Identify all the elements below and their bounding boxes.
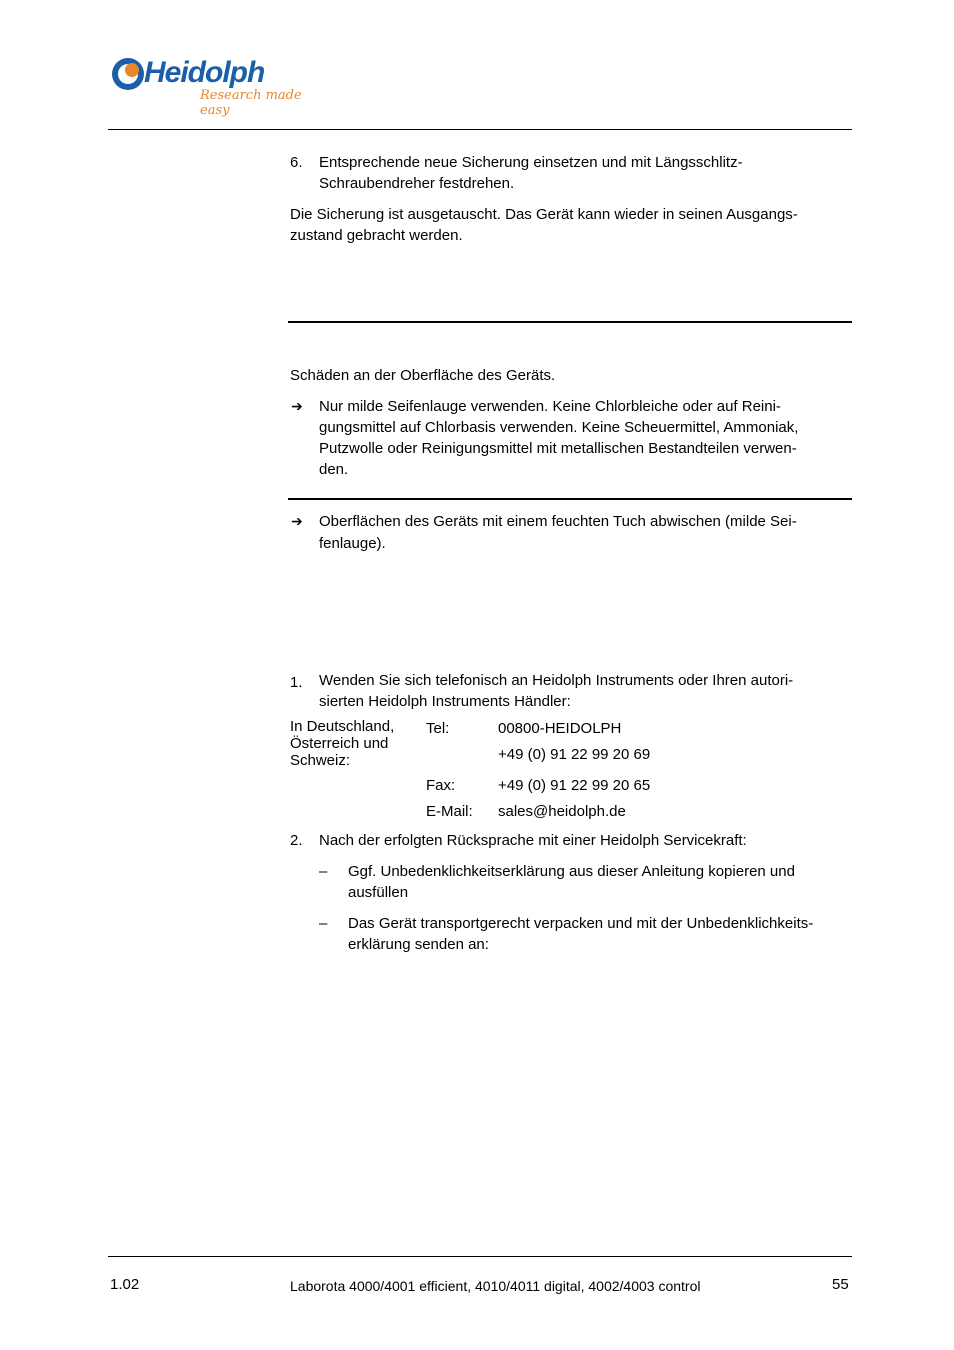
caution-bullet-line: den. <box>319 461 349 478</box>
step-number: 6. <box>290 154 303 171</box>
contact-region-line: Schweiz: <box>290 752 351 769</box>
header-rule <box>108 129 852 130</box>
substep-text-line: ausfüllen <box>348 884 409 901</box>
tel-label: Tel: <box>426 720 450 737</box>
fax-value: +49 (0) 91 22 99 20 65 <box>498 777 651 794</box>
substep-text-line: erklärung senden an: <box>348 936 489 953</box>
caution-bullet-line: gungsmittel auf Chlorbasis verwenden. Keine Scheuermittel, Ammoniak, <box>319 419 799 436</box>
logo-tagline: Research made easy <box>200 88 302 118</box>
arrow-right-icon: ➔ <box>291 513 303 529</box>
contact-region-line: In Deutschland, <box>290 718 395 735</box>
dash-bullet: – <box>319 915 328 932</box>
cleaning-bullet-line: Oberflächen des Geräts mit einem feuchten Tuch abwischen (milde Sei- <box>319 513 797 530</box>
caution-bullet-line: Nur milde Seifenlauge verwenden. Keine Chlorbleiche oder auf Reini- <box>319 398 781 415</box>
step-text-line: Wenden Sie sich telefonisch an Heidolph Instruments oder Ihren autori- <box>319 672 794 689</box>
caution-bottom-rule <box>288 498 852 500</box>
email-label: E-Mail: <box>426 803 473 820</box>
fax-label: Fax: <box>426 777 456 794</box>
contact-region-line: Österreich und <box>290 735 389 752</box>
caution-top-rule <box>288 321 852 323</box>
substep-text-line: Ggf. Unbedenklichkeitserklärung aus dieser Anleitung kopieren und <box>348 863 795 880</box>
footer-version: 1.02 <box>110 1276 140 1293</box>
logo <box>108 50 328 118</box>
tel-value[interactable]: +49 (0) 91 22 99 20 69 <box>498 746 651 763</box>
cleaning-bullet-line: fenlauge). <box>319 535 386 552</box>
logo-word: Heidolph <box>144 56 265 89</box>
substep-text-line: Das Gerät transportgerecht verpacken und mit der Unbedenklichkeits- <box>348 915 814 932</box>
caution-bullet-line: Putzwolle oder Reinigungsmittel mit metallischen Bestandteilen verwen- <box>319 440 797 457</box>
result-text-line: Die Sicherung ist ausgetauscht. Das Gerät kann wieder in seinen Ausgangs- <box>290 206 798 223</box>
caution-intro: Schäden an der Oberfläche des Geräts. <box>290 367 556 384</box>
step-text-line: Entsprechende neue Sicherung einsetzen und mit Längsschlitz- <box>319 154 743 171</box>
step-number: 2. <box>290 832 303 849</box>
step-text-line: Schraubendreher festdrehen. <box>319 175 515 192</box>
result-text-line: zustand gebracht werden. <box>290 227 463 244</box>
dash-bullet: – <box>319 863 328 880</box>
step-number: 1. <box>290 674 303 691</box>
step-text-line: sierten Heidolph Instruments Händler: <box>319 693 571 710</box>
footer-page-number: 55 <box>832 1276 849 1293</box>
footer-product: Laborota 4000/4001 efficient, 4010/4011 digital, 4002/4003 control <box>290 1278 701 1294</box>
tel-value[interactable]: 00800-HEIDOLPH <box>498 720 622 737</box>
footer-rule <box>108 1256 852 1257</box>
arrow-right-icon: ➔ <box>291 398 303 414</box>
step-text-line: Nach der erfolgten Rücksprache mit einer Heidolph Servicekraft: <box>319 832 747 849</box>
email-link[interactable]: sales@heidolph.de <box>498 803 626 820</box>
